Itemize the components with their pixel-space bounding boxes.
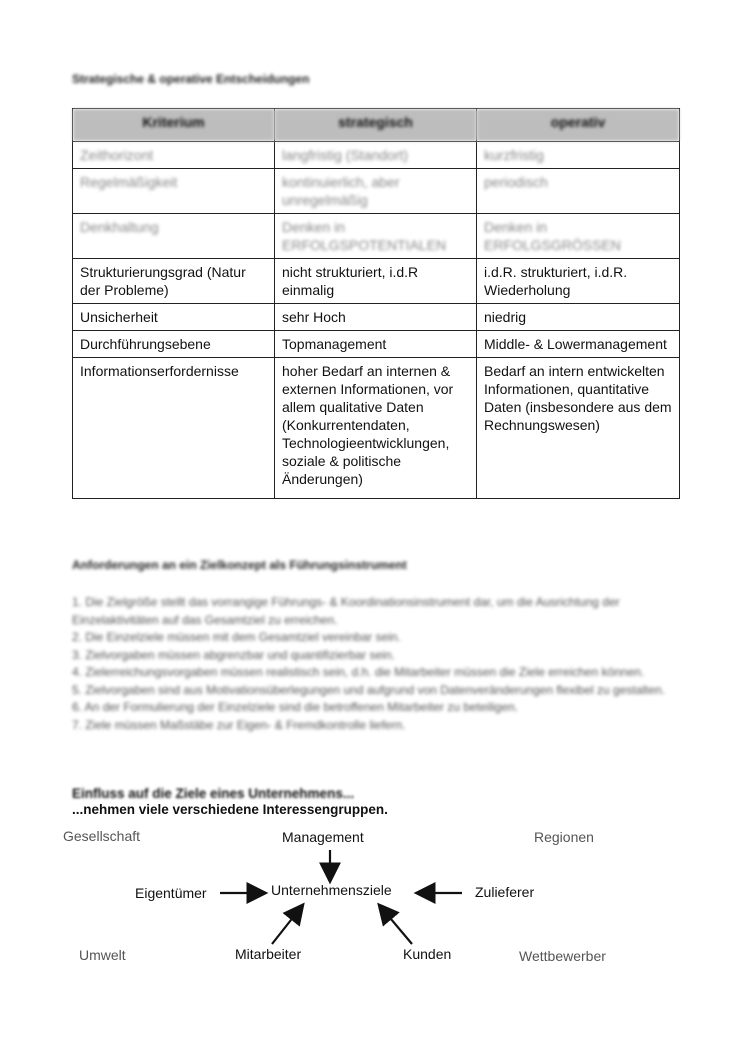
table-cell: Denken in ERFOLGSGRÖSSEN [477, 214, 680, 259]
table-cell: kontinuierlich, aber unregelmäßig [275, 169, 477, 214]
table-cell: periodisch [477, 169, 680, 214]
table-cell: Denken in ERFOLGSPOTENTIALEN [275, 214, 477, 259]
list-item: 2. Die Einzelziele müssen mit dem Gesamtziel vereinbar sein. [72, 630, 401, 644]
arrow-kunden [380, 906, 412, 944]
table-cell: langfristig (Standort) [275, 142, 477, 169]
table-cell: Regelmäßigkeit [73, 169, 275, 214]
arrow-mitarbeiter [272, 906, 302, 944]
table-cell: i.d.R. strukturiert, i.d.R. Wiederholung [477, 259, 680, 304]
table-cell: sehr Hoch [275, 304, 477, 331]
list-item: 7. Ziele müssen Maßstäbe zur Eigen- & Fremdkontrolle liefern. [72, 717, 406, 732]
header-operativ: operativ [477, 109, 680, 142]
table-cell: Durchführungsebene [73, 331, 275, 358]
table-cell: Informationserfordernisse [73, 358, 275, 499]
table-cell: Zeithorizont [73, 142, 275, 169]
table-cell: Middle- & Lowermanagement [477, 331, 680, 358]
header-kriterium: Kriterium [73, 109, 275, 142]
influence-line-2: ...nehmen viele verschiedene Interessengruppen. [72, 802, 388, 817]
list-item: 5. Zielvorgaben sind aus Motivationsüberlegungen und aufgrund von Datenveränderungen flexibel zu gestalten. [72, 682, 666, 697]
list-item: 1. Die Zielgröße stellt das vorrangige Führungs- & Koordinationsinstrument dar, um die Ausrichtung der Einzelaktivitäten auf das Gesamtziel zu erreichen. [72, 595, 620, 627]
list-item: 3. Zielvorgaben müssen abgrenzbar und quantifizierbar sein. [72, 647, 395, 662]
table-cell: Denkhaltung [73, 214, 275, 259]
table-cell: hoher Bedarf an internen & externen Informationen, vor allem qualitative Daten (Konkurrentendaten, Technologieentwicklungen, soziale & politische Änderungen) [275, 358, 477, 499]
table-cell: kurzfristig [477, 142, 680, 169]
table-cell: Topmanagement [275, 331, 477, 358]
node-regionen: Regionen [534, 829, 594, 845]
node-zulieferer: Zulieferer [475, 884, 535, 900]
table-cell: nicht strukturiert, i.d.R einmalig [275, 259, 477, 304]
node-eigentuemer: Eigentümer [135, 885, 207, 901]
table-cell: niedrig [477, 304, 680, 331]
table-cell: Strukturierungsgrad (Natur der Probleme) [73, 259, 275, 304]
table-cell: Unsicherheit [73, 304, 275, 331]
section-title: Strategische & operative Entscheidungen [72, 72, 310, 86]
requirements-title: Anforderungen an ein Zielkonzept als Führungsinstrument [72, 558, 407, 572]
node-wettbewerber: Wettbewerber [519, 948, 606, 964]
list-item: 4. Zielerreichungsvorgaben müssen realistisch sein, d.h. die Mitarbeiter müssen die Ziele erreichen können. [72, 665, 645, 679]
node-gesellschaft: Gesellschaft [63, 828, 141, 844]
list-item: 6. An der Formulierung der Einzelziele sind die betroffenen Mitarbeiter zu beteiligen. [72, 700, 519, 714]
influence-line-1: Einfluss auf die Ziele eines Unternehmens... [72, 786, 355, 801]
node-unternehmensziele: Unternehmensziele [271, 882, 392, 898]
node-umwelt: Umwelt [79, 947, 126, 963]
table-cell: Bedarf an intern entwickelten Informationen, quantitative Daten (insbesondere aus dem Rechnungswesen) [477, 358, 680, 499]
node-kunden: Kunden [403, 946, 452, 962]
node-management: Management [282, 829, 364, 845]
node-mitarbeiter: Mitarbeiter [235, 946, 302, 962]
header-strategisch: strategisch [275, 109, 477, 142]
